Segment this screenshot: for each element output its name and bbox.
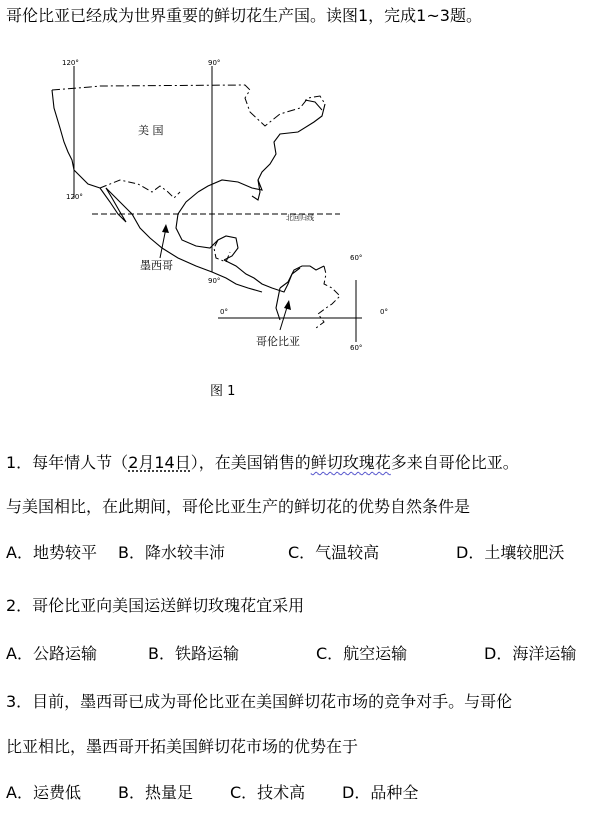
q3-option-b[interactable]: B．热量足 <box>118 783 193 802</box>
lat-120-left-label: 120° <box>66 193 83 201</box>
mexico-arrow <box>160 228 166 258</box>
q1-wavy-term: 鲜切玫瑰花 <box>310 453 391 472</box>
us-east-coast <box>198 104 325 192</box>
us-west-coast <box>52 90 100 188</box>
mexico-label: 墨西哥 <box>140 259 173 272</box>
q1-option-b[interactable]: B．降水较丰沛 <box>118 543 225 562</box>
q1-post: 多来自哥伦比亚。 <box>390 453 519 472</box>
baja-california <box>100 188 126 222</box>
q3-options <box>6 783 596 803</box>
mexico-west-coast <box>106 188 262 292</box>
lat-60-bottom-label: 60° <box>350 344 363 352</box>
q2-option-a[interactable]: A．公路运输 <box>6 644 97 663</box>
florida <box>252 180 260 200</box>
map-figure <box>40 52 420 362</box>
mexico-arrowhead <box>162 224 169 233</box>
q2-options <box>6 644 596 664</box>
q3-stem-line2: 比亚相比，墨西哥开拓美国鲜切花市场的优势在于 <box>6 737 359 756</box>
q1-option-c[interactable]: C．气温较高 <box>288 543 380 562</box>
lon-90-bottom-label: 90° <box>208 277 221 285</box>
q1-options <box>6 543 596 563</box>
q3-option-c[interactable]: C．技术高 <box>230 783 306 802</box>
us-canada-border <box>52 85 325 126</box>
south-america-north-coast <box>280 266 324 288</box>
lon-90-top-label: 90° <box>208 59 221 67</box>
zero-left-label: 0° <box>220 308 228 316</box>
colombia-arrowhead <box>284 300 291 310</box>
q2-option-d[interactable]: D．海洋运输 <box>484 644 577 663</box>
q1-pre: 1．每年情人节（ <box>6 453 129 472</box>
northeast-coast <box>305 100 322 110</box>
q1-option-a[interactable]: A．地势较平 <box>6 543 97 562</box>
q1-mid: ），在美国销售的 <box>190 453 311 472</box>
central-america <box>224 260 300 292</box>
colombia-label: 哥伦比亚 <box>256 335 300 348</box>
q3-stem-line1: 3．目前，墨西哥已成为哥伦比亚在美国鲜切花市场的竞争对手。与哥伦 <box>6 692 513 711</box>
gulf-coast <box>176 192 238 260</box>
q1-date: 2月14日 <box>128 453 191 472</box>
intro-text: 哥伦比亚已经成为世界重要的鲜切花生产国。读图1，完成1~3题。 <box>6 6 482 25</box>
usa-label: 美 国 <box>138 124 164 137</box>
central-america-border <box>214 240 230 262</box>
q1-option-d[interactable]: D．土壤较肥沃 <box>456 543 565 562</box>
q1-stem-line1 <box>6 453 519 473</box>
lat-60-right-label: 60° <box>350 254 363 262</box>
lon-120-top-label: 120° <box>62 59 79 67</box>
q3-option-a[interactable]: A．运费低 <box>6 783 81 802</box>
colombia-border <box>316 266 340 328</box>
q2-option-c[interactable]: C．航空运输 <box>316 644 408 663</box>
q3-option-d[interactable]: D．品种全 <box>342 783 419 802</box>
figure-caption: 图 1 <box>210 384 236 399</box>
us-mexico-border <box>100 180 180 198</box>
south-america-west-coast <box>276 288 280 320</box>
q2-stem: 2．哥伦比亚向美国运送鲜切玫瑰花宜采用 <box>6 596 305 615</box>
q1-stem-line2: 与美国相比，在此期间，哥伦比亚生产的鲜切花的优势自然条件是 <box>6 497 471 516</box>
tropic-label: 北回归线 <box>286 214 314 222</box>
q2-option-b[interactable]: B．铁路运输 <box>148 644 239 663</box>
zero-right-label: 0° <box>380 308 388 316</box>
